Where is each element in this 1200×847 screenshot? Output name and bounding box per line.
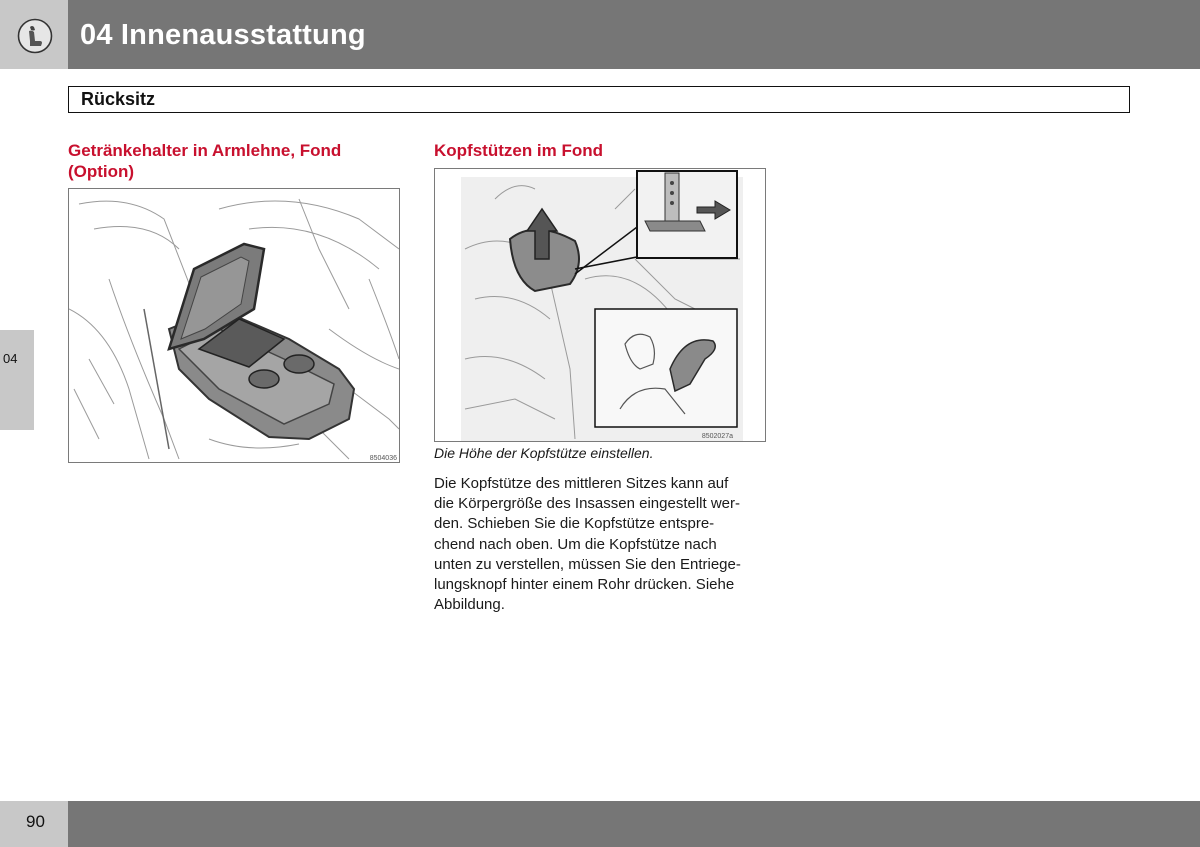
- heading-cupholder-line2: (Option): [68, 162, 135, 181]
- body-line: die Körpergröße des Insassen eingestellt wer-: [434, 495, 740, 513]
- chapter-side-tab: [0, 330, 34, 430]
- body-paragraph: [434, 474, 774, 615]
- headrest-illustration: [435, 169, 766, 442]
- section-title: Rücksitz: [81, 89, 156, 109]
- heading-cupholder: [68, 140, 388, 182]
- figure-cupholder-armrest: [68, 188, 400, 463]
- figure-code: 8504036: [369, 455, 397, 462]
- cupholder-illustration: [69, 189, 400, 463]
- side-tab-label: 04: [3, 351, 18, 366]
- figure-caption: Die Höhe der Kopfstütze einstellen.: [434, 445, 654, 461]
- body-line: Abbildung.: [434, 596, 505, 614]
- body-line: unten zu verstellen, müssen Sie den Entriege-: [434, 555, 741, 573]
- body-line: lungsknopf hinter einem Rohr drücken. Siehe: [434, 576, 735, 594]
- heading-cupholder-line1: Getränkehalter in Armlehne, Fond: [68, 141, 342, 160]
- heading-headrests: Kopfstützen im Fond: [434, 141, 604, 160]
- chapter-title: 04 Innenausstattung: [80, 19, 366, 51]
- body-line: Die Kopfstütze des mittleren Sitzes kann auf: [434, 475, 729, 492]
- figure-headrest-adjust: [434, 168, 766, 442]
- figure-code: 8502027a: [701, 433, 733, 440]
- page-number: 90: [26, 812, 45, 831]
- chapter-icon-box: [0, 0, 68, 69]
- body-line: den. Schieben Sie die Kopfstütze entspre-: [434, 515, 715, 533]
- body-line: chend nach oben. Um die Kopfstütze nach: [434, 535, 717, 553]
- section-title-box: [68, 86, 1130, 113]
- seat-icon: [17, 18, 53, 54]
- footer-bar: [0, 801, 1200, 847]
